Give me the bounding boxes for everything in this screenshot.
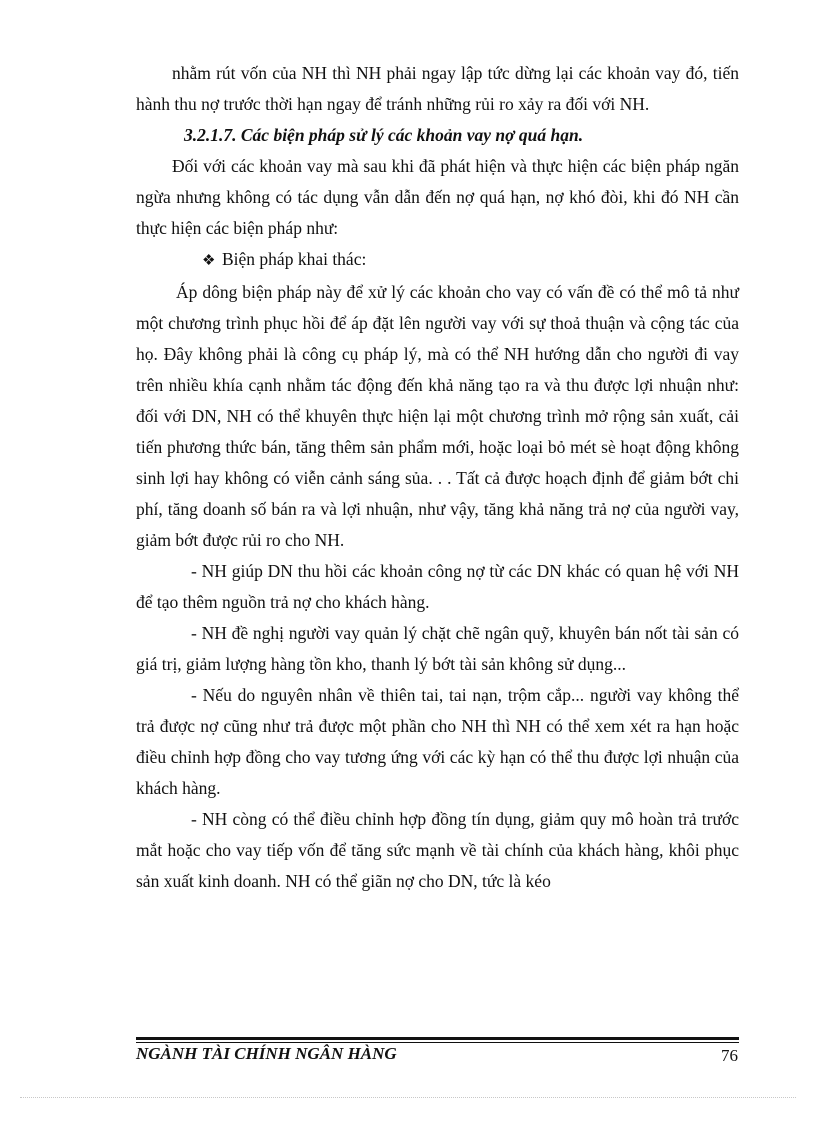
footer-rule-thin [136,1042,739,1043]
page-number: 76 [721,1046,738,1065]
diamond-bullet-icon: ❖ [202,253,216,269]
paragraph-3: Áp dông biện pháp này để xử lý các khoản cho vay có vấn đề có thể mô tả như một chương trình phục hồi để áp đặt lên người vay với sự thoả thuận và cộng tác của họ. Đây không phải là công cụ pháp lý, mà có thể NH hướng dẫn cho người đi vay trên nhiều khía cạnh nhằm tác động đến khả năng tạo ra và thu được lợi nhuận như: đối với DN, NH có thể khuyên thực hiện lại một chương trình mở rộng sản xuất, cải tiến phương thức bán, tăng thêm sản phẩm mới, hoặc loại bỏ mét sè hoạt động không sinh lợi hay không có viễn cảnh sáng sủa. . . Tất cả được hoạch định để giảm bớt chi phí, tăng doanh số bán ra và lợi nhuận, như vậy, tăng khả năng trả nợ của người vay, giảm bớt được rủi ro cho NH. [136,282,739,550]
paragraph-5: - NH đề nghị người vay quản lý chặt chẽ ngân quỹ, khuyên bán nốt tài sản có giá trị, giảm lượng hàng tồn kho, thanh lý bớt tài sản không sử dụng... [136,623,739,674]
section-heading: 3.2.1.7. Các biện pháp sử lý các khoản vay nợ quá hạn. [184,125,584,145]
paragraph-2: Đối với các khoản vay mà sau khi đã phát hiện và thực hiện các biện pháp ngăn ngừa nhưng không có tác dụng vẫn dẫn đến nợ quá hạn, nợ khó đòi, khi đó NH cần thực hiện các biện pháp như: [136,156,739,238]
paragraph-4: - NH giúp DN thu hồi các khoản công nợ từ các DN khác có quan hệ với NH để tạo thêm nguồn trả nợ cho khách hàng. [136,561,739,612]
paragraph-7: - NH còng có thể điều chỉnh hợp đồng tín dụng, giảm quy mô hoàn trả trước mắt hoặc cho vay tiếp vốn để tăng sức mạnh về tài chính của khách hàng, khôi phục sản xuất kinh doanh. NH có thể giãn nợ cho DN, tức là kéo [136,809,739,891]
paragraph-6: - Nếu do nguyên nhân về thiên tai, tai nạn, trộm cắp... người vay không thể trả được nợ cũng như trả được một phần cho NH thì NH có thể xem xét ra hạn hoặc điều chỉnh hợp đồng cho vay tương ứng với các kỳ hạn có thể thu được lợi nhuận của khách hàng. [136,685,739,798]
footer-rule-thick [136,1037,739,1040]
bullet-item [136,244,739,277]
bottom-dotted-line [20,1097,796,1098]
bullet-label: Biện pháp khai thác: [222,249,367,269]
footer-title: NGÀNH TÀI CHÍNH NGÂN HÀNG [136,1044,397,1063]
body-text [136,58,739,897]
paragraph-1: nhằm rút vốn của NH thì NH phải ngay lập tức dừng lại các khoản vay đó, tiến hành thu nợ trước thời hạn ngay để tránh những rủi ro xảy ra đối với NH. [136,63,739,114]
